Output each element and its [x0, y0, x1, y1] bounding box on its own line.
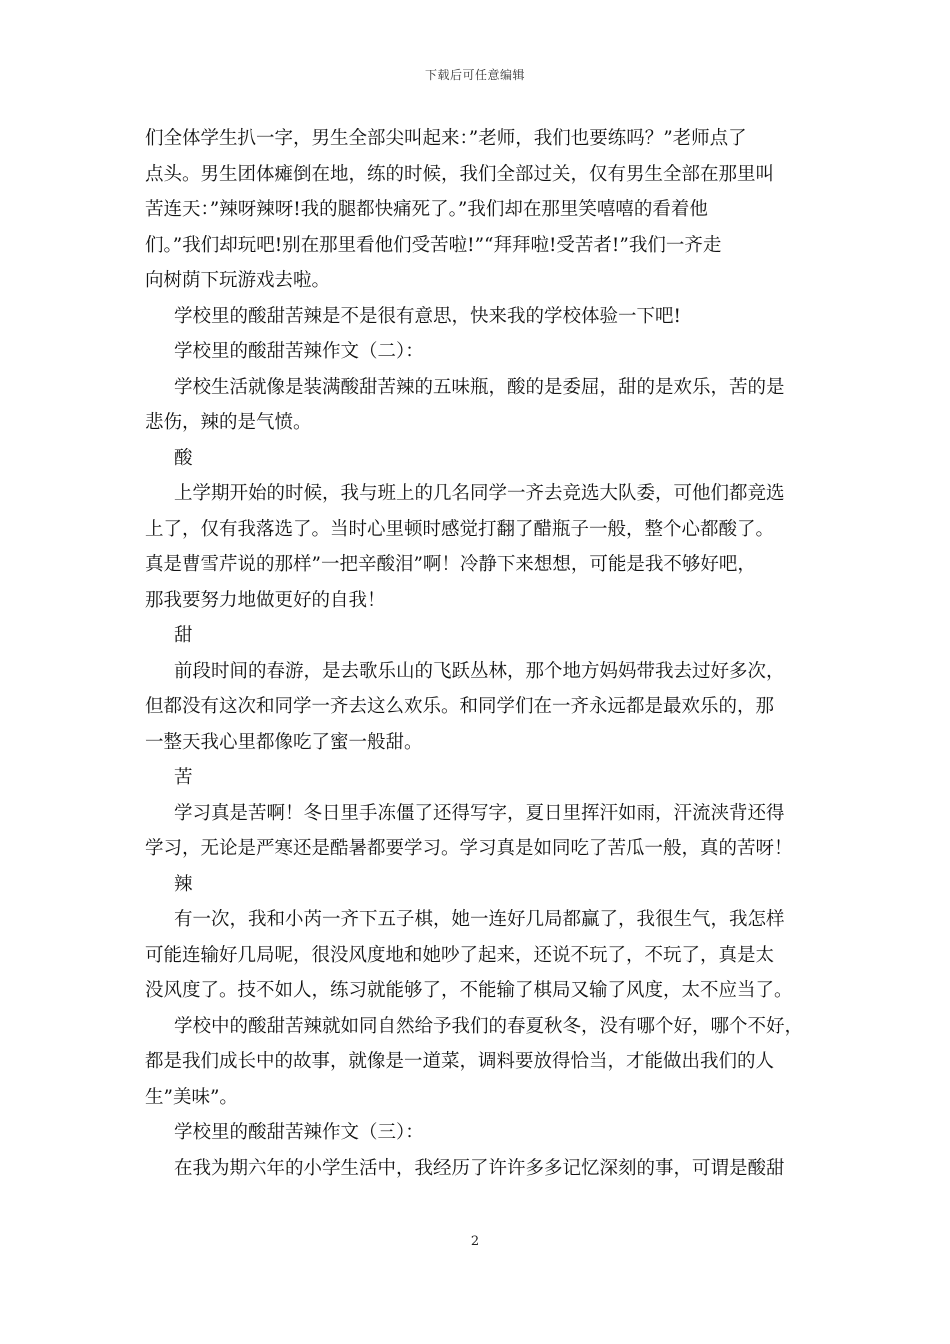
text-line: 学校中的酸甜苦辣就如同自然给予我们的春夏秋冬，没有哪个好，哪个不好， — [174, 1015, 804, 1037]
text-line: 没风度了。技不如人，练习就能够了，不能输了棋局又输了风度，太不应当了。 — [145, 980, 793, 1001]
text-line: 苦连天：”辣呀辣呀!我的腿都快痛死了。”我们却在那里笑嘻嘻的看着他 — [145, 199, 708, 220]
text-line: 酸 — [174, 447, 193, 469]
text-line: 可能连输好几局呢，很没风度地和她吵了起来，还说不玩了，不玩了，真是太 — [145, 944, 775, 966]
text-line: 学习，无论是严寒还是酷暑都要学习。学习真是如同吃了苦瓜一般，真的苦呀！ — [145, 838, 793, 859]
text-line: 有一次，我和小芮一齐下五子棋，她一连好几局都赢了，我很生气，我怎样 — [174, 909, 785, 930]
page-header: 下载后可任意编辑 — [424, 68, 525, 82]
text-line: 甜 — [174, 625, 193, 646]
text-line: 点头。男生团体瘫倒在地，练的时候，我们全部过关，仅有男生全部在那里叫 — [145, 163, 775, 185]
text-line: 学校里的酸甜苦辣是不是很有意思，快来我的学校体验一下吧! — [174, 305, 681, 327]
text-line: 生”美味”。 — [145, 1086, 238, 1108]
text-line: 那我要努力地做更好的自我！ — [145, 589, 386, 611]
text-line: 真是曹雪芹说的那样”一把辛酸泪”啊！冷静下来想想，可能是我不够好吧， — [145, 554, 756, 575]
text-line: 上了，仅有我落选了。当时心里顿时感觉打翻了醋瓶子一般，整个心都酸了。 — [145, 518, 775, 540]
text-line: 但都没有这次和同学一齐去这么欢乐。和同学们在一齐永远都是最欢乐的，那 — [145, 696, 775, 717]
document-body — [145, 121, 805, 1186]
text-line: 前段时间的春游，是去歌乐山的飞跃丛林，那个地方妈妈带我去过好多次， — [174, 660, 785, 682]
text-line: 们全体学生扒一字，男生全部尖叫起来：”老师，我们也要练吗？”老师点了 — [145, 128, 747, 149]
text-line: 学习真是苦啊！冬日里手冻僵了还得写字，夏日里挥汗如雨，汗流浃背还得 — [174, 802, 785, 824]
text-line: 学校生活就像是装满酸甜苦辣的五味瓶，酸的是委屈，甜的是欢乐，苦的是 — [174, 376, 785, 398]
text-line: 悲伤，辣的是气愤。 — [145, 412, 312, 433]
text-line: 都是我们成长中的故事，就像是一道菜，调料要放得恰当，才能做出我们的人 — [145, 1051, 775, 1072]
text-line: 们。”我们却玩吧!别在那里看他们受苦啦!”“拜拜啦!受苦者!”我们一齐走 — [145, 234, 722, 256]
text-line: 学校里的酸甜苦辣作文（三）： — [174, 1122, 424, 1143]
text-line: 在我为期六年的小学生活中，我经历了许许多多记忆深刻的事，可谓是酸甜 — [174, 1157, 785, 1179]
text-line: 向树荫下玩游戏去啦。 — [145, 270, 331, 291]
text-line: 上学期开始的时候，我与班上的几名同学一齐去竞选大队委，可他们都竞选 — [174, 483, 785, 504]
text-line: 一整天我心里都像吃了蜜一般甜。 — [145, 731, 423, 753]
page-number: 2 — [470, 1234, 480, 1249]
text-line: 苦 — [174, 767, 193, 788]
text-line: 辣 — [174, 873, 193, 895]
text-line: 学校里的酸甜苦辣作文（二）： — [174, 341, 424, 362]
